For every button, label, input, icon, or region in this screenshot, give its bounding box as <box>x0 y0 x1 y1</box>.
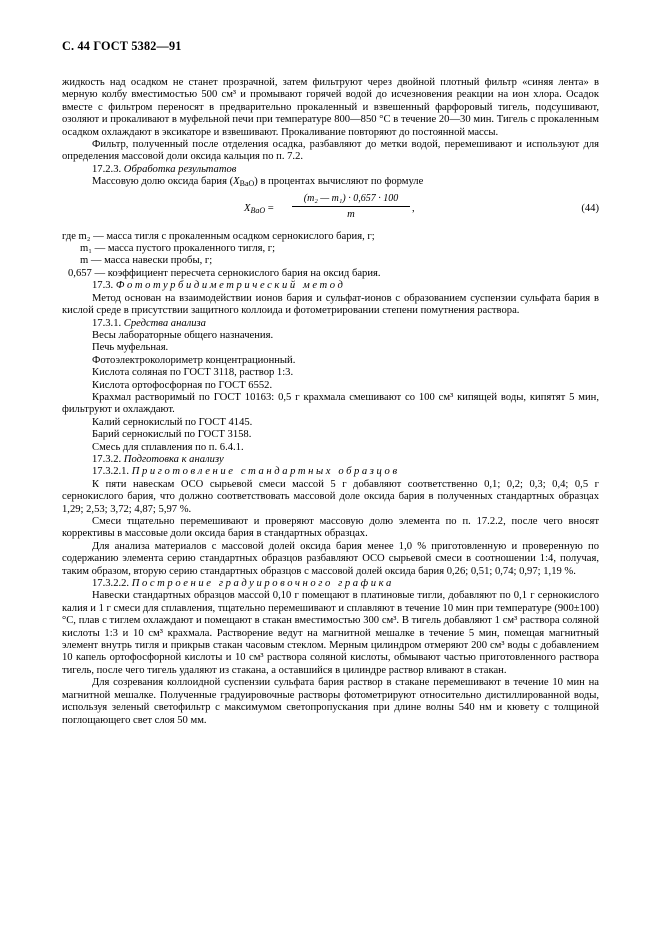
list-item: Кислота ортофосфорная по ГОСТ 6552. <box>92 379 273 391</box>
section-title: Фототурбидиметрический метод <box>115 280 346 292</box>
list-item: Кислота соляная по ГОСТ 3118, раствор 1:3. <box>92 367 294 379</box>
formula-number: (44) <box>581 202 599 214</box>
paragraph-starch: Крахмал растворимый по ГОСТ 10163: 0,5 г крахмала смешивают со 100 см³ кипящей воды, кипятят 5 мин, фильтруют и охлаждают. <box>62 391 599 416</box>
legend-row: m₁ — масса пустого прокаленного тигля, г; <box>80 243 276 255</box>
paragraph-filter: Фильтр, полученный после отделения осадка, разбавляют до метки водой, перемешивают и используют для определения массовой доли оксида кальция по п. 7.2. <box>62 139 599 163</box>
list-item: Фотоэлектроколориметр концентрационный. <box>92 354 296 366</box>
section-17-2-3 <box>62 164 599 176</box>
section-17-3-2 <box>62 454 599 466</box>
paragraph-mixing: Смеси тщательно перемешивают и проверяют массовую долю элемента по п. 17.2.2, после чего вносят коррективы в массовые доли оксида бария в стандартных образцах. <box>62 516 599 540</box>
paragraph-continuation: жидкость над осадком не станет прозрачной, затем фильтруют через двойной плотный фильтр «синяя лента» в мерную колбу вместимостью 500 см³ и промывают горячей водой до исчезновения реакции на ион хлора. Осадок вместе с фильтром переносят в предварительно прокаленный и взвешенный фарфоровый тигель, подсушивают, озоляют и прокаливают в муфельной печи при температуре 800—850 °С в течение 20—30 мин. Тигель с прокаленным осадком охлаждают в эксикаторе и взвешивают. Прокаливание повторяют до постоянной массы. <box>62 77 599 138</box>
section-title: Приготовление стандартных образцов <box>131 466 400 478</box>
formula-denominator: m <box>347 209 355 221</box>
paragraph-photometry: Для созревания коллоидной суспензии сульфата бария раствор в стакане перемешивают в течение 10 мин на магнитной мешалке. Полученные градуировочные растворы фотометрируют относительно дистиллированной воды, используя зеленый светофильтр с максимумом светопропускания при длине волны 540 нм и кювету с толщиной поглощающего свет слоя 50 мм. <box>62 677 599 726</box>
formula-numerator: (m₂ — m₁) · 0,657 · 100 <box>292 193 410 207</box>
section-17-3 <box>62 280 599 292</box>
formula-comma: , <box>412 202 415 214</box>
list-item: Барий сернокислый по ГОСТ 3158. <box>92 429 252 441</box>
formula-intro-x: X <box>233 176 240 188</box>
list-item: Весы лабораторные общего назначения. <box>92 329 274 341</box>
formula-lhs <box>244 203 274 217</box>
document-body <box>62 77 599 727</box>
list-item: Смесь для сплавления по п. 6.4.1. <box>92 441 244 453</box>
section-number: 17.2.3. <box>92 163 122 175</box>
paragraph-method: Метод основан на взаимодействии ионов бария и сульфат-ионов с образованием суспензии сульфата бария в кислой среде в присутствии защитного коллоида и фотометрировании степени помутнения раствора. <box>62 292 599 317</box>
section-number: 17.3.1. <box>92 317 122 329</box>
legend-row: m — масса навески пробы, г; <box>80 255 213 267</box>
legend-row: где m₂ — масса тигля с прокаленным осадком сернокислого бария, г; <box>62 230 375 242</box>
formula-intro-sub: BaO <box>239 179 255 189</box>
section-number: 17.3.2. <box>92 453 122 465</box>
section-17-3-1 <box>62 318 599 330</box>
list-item: Печь муфельная. <box>92 342 169 354</box>
formula-legend <box>62 231 599 281</box>
paragraph-calibration: Навески стандартных образцов массой 0,10 г помещают в платиновые тигли, добавляют по 0,1 г сернокислого калия и 1 г смеси для сплавления, тщательно перемешивают и сплавляют в течение 10 мин при температуре (900±100) °С, плав с тиглем охлаждают и помещают в стакан вместимостью 300 см³. В тигель добавляют 1 см³ раствора соляной кислоты 1:3 и 10 см³ крахмала. Растворение ведут на магнитной мешалке в течение 5 мин, помещая магнитный элемент внутрь тигля и прикрыв стакан часовым стеклом. Мерным цилиндром отмеряют 200 см³ воды с добавлением 10 капель ортофосфорной кислоты и 10 см³ раствора соляной кислоты, обмывают частью приготовленного раствора тигель, после чего тигель удаляют из стакана, а оставшийся в цилиндре раствор вливают в стакан. <box>62 590 599 676</box>
section-number: 17.3.2.2. <box>92 578 130 590</box>
formula-lhs-sub: BaO <box>250 205 266 215</box>
section-title: Подготовка к анализу <box>123 453 224 465</box>
legend-row: 0,657 — коэффициент пересчета сернокислого бария на оксид бария. <box>68 267 381 279</box>
formula-eq: = <box>265 202 274 214</box>
section-title: Построение градуировочного графика <box>131 578 394 590</box>
formula-lhs-x: X <box>244 202 251 214</box>
paragraph-standards: К пяти навескам ОСО сырьевой смеси массой 5 г добавляют соответственно 0,1; 0,2; 0,3; 0,4; 0,5 г сернокислого бария, что должно соответствовать массовой доле оксида бария в полученных стандартных образцах 1,29; 2,53; 3,72; 4,87; 5,97 %. <box>62 478 599 515</box>
formula-intro-post: ) в процентах вычисляют по формуле <box>254 176 424 188</box>
section-number: 17.3.2.1. <box>92 466 130 478</box>
section-17-3-2-1 <box>62 466 599 478</box>
formula-44 <box>62 193 599 227</box>
formula-intro-pre: Массовую долю оксида бария ( <box>92 176 234 188</box>
paragraph-dilution: Для анализа материалов с массовой долей оксида бария менее 1,0 % приготовленную и проверенную по содержанию элемента серию стандартных образцов разбавляют ОСО сырьевой смеси в соотношении 1:4, получая, таким образом, вторую серию стандартных образцов с массовой долей оксида бария 0,26; 0,51; 0,74; 0,97; 1,19 %. <box>62 540 599 577</box>
section-17-3-2-2 <box>62 578 599 590</box>
section-title: Средства анализа <box>123 317 206 329</box>
list-item: Калий сернокислый по ГОСТ 4145. <box>92 416 253 428</box>
page-header: С. 44 ГОСТ 5382—91 <box>62 39 182 53</box>
section-number: 17.3. <box>92 280 114 292</box>
formula-fraction <box>292 193 410 222</box>
formula-intro <box>62 176 599 190</box>
section-title: Обработка результатов <box>123 163 237 175</box>
